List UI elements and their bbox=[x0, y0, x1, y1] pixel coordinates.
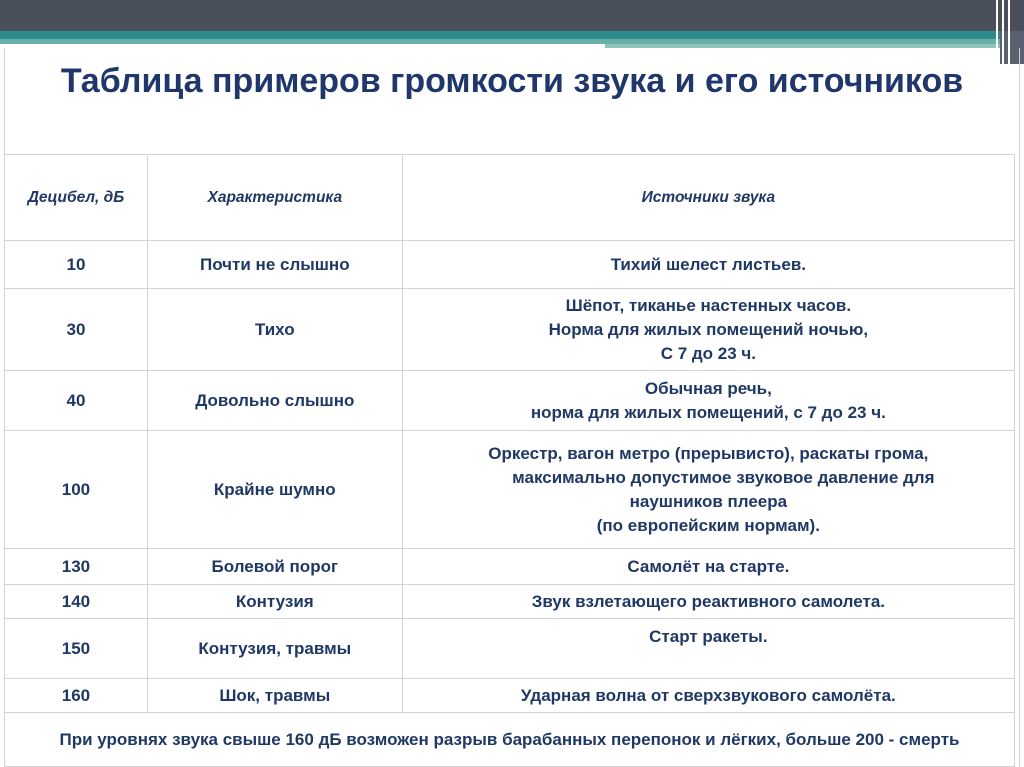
cell-source: Тихий шелест листьев. bbox=[402, 241, 1014, 289]
cell-characteristic: Контузия, травмы bbox=[147, 619, 402, 679]
accent-stripe bbox=[0, 31, 1000, 39]
cell-source: Звук взлетающего реактивного самолета. bbox=[402, 585, 1014, 619]
cell-source: Обычная речь, норма для жилых помещений, с 7 до 23 ч. bbox=[402, 371, 1014, 431]
cell-db: 160 bbox=[5, 679, 148, 713]
table-row bbox=[5, 619, 1015, 679]
cell-source: Самолёт на старте. bbox=[402, 549, 1014, 585]
cell-characteristic: Тихо bbox=[147, 289, 402, 371]
header-characteristic: Характеристика bbox=[147, 155, 402, 241]
cell-source: Оркестр, вагон метро (прерывисто), раскаты грома, максимально допустимое звуковое давление для наушников плеера (по европейским нормам). bbox=[402, 431, 1014, 549]
table-row bbox=[5, 289, 1015, 371]
cell-source: Старт ракеты. bbox=[402, 619, 1014, 679]
table-header-row bbox=[5, 155, 1015, 241]
cell-characteristic: Довольно слышно bbox=[147, 371, 402, 431]
cell-db: 10 bbox=[5, 241, 148, 289]
cell-db: 40 bbox=[5, 371, 148, 431]
cell-characteristic: Болевой порог bbox=[147, 549, 402, 585]
table-row bbox=[5, 241, 1015, 289]
sound-table bbox=[4, 154, 1015, 767]
footer-note: При уровнях звука свыше 160 дБ возможен разрыв барабанных перепонок и лёгких, больше 200 - смерть bbox=[5, 713, 1015, 767]
cell-db: 30 bbox=[5, 289, 148, 371]
table-footer-row bbox=[5, 713, 1015, 767]
cell-characteristic: Крайне шумно bbox=[147, 431, 402, 549]
cell-db: 100 bbox=[5, 431, 148, 549]
table-row bbox=[5, 585, 1015, 619]
top-bar bbox=[0, 0, 1024, 31]
table-row bbox=[5, 431, 1015, 549]
header-sources: Источники звука bbox=[402, 155, 1014, 241]
table-row bbox=[5, 549, 1015, 585]
cell-characteristic: Контузия bbox=[147, 585, 402, 619]
table-row bbox=[5, 679, 1015, 713]
slide-title: Таблица примеров громкости звука и его источников bbox=[60, 62, 964, 100]
cell-db: 130 bbox=[5, 549, 148, 585]
cell-source: Ударная волна от сверхзвукового самолёта. bbox=[402, 679, 1014, 713]
cell-source: Шёпот, тиканье настенных часов. Норма для жилых помещений ночью, С 7 до 23 ч. bbox=[402, 289, 1014, 371]
header-db: Децибел, дБ bbox=[5, 155, 148, 241]
table-row bbox=[5, 371, 1015, 431]
cell-db: 140 bbox=[5, 585, 148, 619]
cell-characteristic: Почти не слышно bbox=[147, 241, 402, 289]
cell-characteristic: Шок, травмы bbox=[147, 679, 402, 713]
cell-db: 150 bbox=[5, 619, 148, 679]
